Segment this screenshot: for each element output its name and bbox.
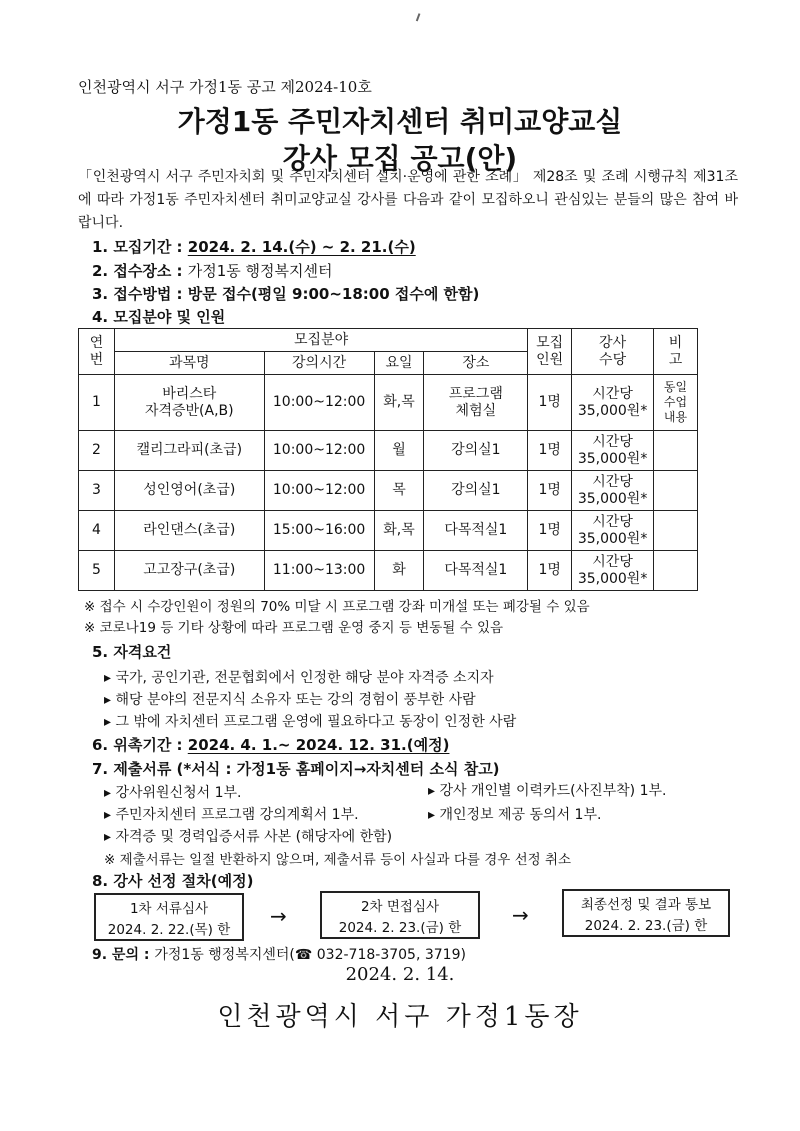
section-qualifications-heading: 5. 자격요건 bbox=[92, 643, 172, 661]
cell-day: 목 bbox=[374, 471, 424, 511]
header-day: 요일 bbox=[374, 352, 424, 375]
recruit-table bbox=[78, 328, 698, 591]
cell-subject: 라인댄스(초급) bbox=[114, 511, 264, 551]
page-subtitle: 강사 모집 공고(안) bbox=[282, 142, 518, 175]
cell-day: 화 bbox=[374, 551, 424, 591]
intro-paragraph: 「인천광역시 서구 주민자치회 및 주민자치센터 설치·운영에 관한 조례」 제28조 및 조례 시행규칙 제31조에 따라 가정1동 주민자치센터 취미교양교실 강사를 다음과 같이 모집하오니 관심있는 분들의 많은 참여 바랍니다. bbox=[78, 169, 738, 231]
cell-note bbox=[654, 511, 698, 551]
cell-subject: 성인영어(초급) bbox=[114, 471, 264, 511]
section-term-label: 6. 위촉기간 : bbox=[92, 736, 188, 754]
section-procedure-heading: 8. 강사 선정 절차(예정) bbox=[92, 872, 254, 890]
section-place bbox=[92, 260, 333, 281]
header-fee: 강사 수당 bbox=[572, 329, 654, 375]
cell-note bbox=[654, 471, 698, 511]
qualification-item: ▸ 국가, 공인기관, 전문협회에서 인정한 해당 분야 자격증 소지자 bbox=[104, 670, 494, 686]
cell-subject: 캘리그라피(초급) bbox=[114, 431, 264, 471]
procedure-step-title: 2차 면접심사 bbox=[360, 899, 440, 915]
cell-day: 화,목 bbox=[374, 375, 424, 431]
cell-count: 1명 bbox=[528, 511, 572, 551]
cell-no: 2 bbox=[79, 431, 115, 471]
section-contact bbox=[92, 944, 466, 964]
cell-count: 1명 bbox=[528, 471, 572, 511]
documents-note: ※ 제출서류는 일절 반환하지 않으며, 제출서류 등이 사실과 다를 경우 선정 취소 bbox=[104, 852, 572, 868]
header-time: 강의시간 bbox=[264, 352, 374, 375]
cell-place: 강의실1 bbox=[424, 471, 528, 511]
header-subject: 과목명 bbox=[114, 352, 264, 375]
cell-time: 10:00~12:00 bbox=[264, 375, 374, 431]
section-period-label: 1. 모집기간 : bbox=[92, 238, 188, 256]
header-note: 비 고 bbox=[654, 329, 698, 375]
scan-mark bbox=[416, 13, 424, 23]
cell-place: 다목적실1 bbox=[424, 511, 528, 551]
cell-no: 5 bbox=[79, 551, 115, 591]
cell-note: 동일 수업 내용 bbox=[654, 375, 698, 431]
procedure-step-3 bbox=[562, 889, 730, 937]
cell-no: 1 bbox=[79, 375, 115, 431]
qualification-item: ▸ 해당 분야의 전문지식 소유자 또는 강의 경험이 풍부한 사람 bbox=[104, 692, 476, 708]
table-row bbox=[79, 431, 698, 471]
table-row bbox=[79, 511, 698, 551]
procedure-step-date: 2024. 2. 23.(금) 한 bbox=[338, 920, 462, 936]
signer-name: 인천광역시 서구 가정1동장 bbox=[217, 1002, 583, 1032]
document-item: ▸ 강사 개인별 이력카드(사진부착) 1부. bbox=[428, 783, 667, 799]
procedure-step-title: 1차 서류심사 bbox=[129, 901, 209, 917]
section-place-value: 가정1동 행정복지센터 bbox=[187, 262, 333, 280]
table-row bbox=[79, 375, 698, 431]
announcement-date: 2024. 2. 14. bbox=[345, 964, 455, 985]
cell-time: 11:00~13:00 bbox=[264, 551, 374, 591]
section-method-value: 방문 접수(평일 9:00~18:00 접수에 한함) bbox=[187, 285, 480, 303]
table-note-1: ※ 접수 시 수강인원이 정원의 70% 미달 시 프로그램 강좌 미개설 또는 폐강될 수 있음 bbox=[84, 599, 590, 615]
page-title: 가정1동 주민자치센터 취미교양교실 bbox=[177, 105, 623, 138]
cell-count: 1명 bbox=[528, 551, 572, 591]
section-fields-heading: 4. 모집분야 및 인원 bbox=[92, 308, 226, 326]
section-contact-label: 9. 문의 : bbox=[92, 947, 155, 963]
cell-no: 4 bbox=[79, 511, 115, 551]
document-item: ▸ 개인정보 제공 동의서 1부. bbox=[428, 807, 602, 823]
header-place: 장소 bbox=[424, 352, 528, 375]
section-contact-value: 가정1동 행정복지센터(☎ 032-718-3705, 3719) bbox=[154, 947, 466, 963]
cell-fee: 시간당 35,000원* bbox=[572, 375, 654, 431]
table-row bbox=[79, 471, 698, 511]
cell-subject: 고고장구(초급) bbox=[114, 551, 264, 591]
header-count: 모집 인원 bbox=[528, 329, 572, 375]
section-term bbox=[92, 734, 449, 755]
procedure-step-2 bbox=[320, 891, 480, 939]
arrow-icon: → bbox=[270, 904, 287, 928]
cell-time: 10:00~12:00 bbox=[264, 431, 374, 471]
cell-count: 1명 bbox=[528, 375, 572, 431]
header-no: 연 번 bbox=[79, 329, 115, 375]
section-period-value: 2024. 2. 14.(수) ~ 2. 21.(수) bbox=[187, 238, 416, 256]
qualification-item: ▸ 그 밖에 자치센터 프로그램 운영에 필요하다고 동장이 인정한 사람 bbox=[104, 714, 517, 730]
procedure-step-date: 2024. 2. 22.(목) 한 bbox=[107, 922, 231, 938]
section-term-value: 2024. 4. 1.~ 2024. 12. 31.(예정) bbox=[187, 736, 450, 754]
table-note-2: ※ 코로나19 등 기타 상황에 따라 프로그램 운영 중지 등 변동될 수 있음 bbox=[84, 620, 504, 636]
cell-fee: 시간당 35,000원* bbox=[572, 431, 654, 471]
section-place-label: 2. 접수장소 : bbox=[92, 262, 188, 280]
section-method bbox=[92, 283, 479, 304]
cell-time: 10:00~12:00 bbox=[264, 471, 374, 511]
document-item: ▸ 주민자치센터 프로그램 강의계획서 1부. bbox=[104, 807, 359, 823]
header-field: 모집분야 bbox=[114, 329, 527, 352]
cell-place: 강의실1 bbox=[424, 431, 528, 471]
cell-count: 1명 bbox=[528, 431, 572, 471]
section-documents-heading: 7. 제출서류 (*서식 : 가정1동 홈페이지→자치센터 소식 참고) bbox=[92, 760, 500, 778]
cell-note bbox=[654, 431, 698, 471]
procedure-step-date: 2024. 2. 23.(금) 한 bbox=[584, 918, 708, 934]
cell-place: 프로그램 체험실 bbox=[424, 375, 528, 431]
document-item: ▸ 자격증 및 경력입증서류 사본 (해당자에 한함) bbox=[104, 829, 393, 845]
cell-fee: 시간당 35,000원* bbox=[572, 511, 654, 551]
cell-place: 다목적실1 bbox=[424, 551, 528, 591]
cell-time: 15:00~16:00 bbox=[264, 511, 374, 551]
cell-fee: 시간당 35,000원* bbox=[572, 471, 654, 511]
cell-fee: 시간당 35,000원* bbox=[572, 551, 654, 591]
document-item: ▸ 강사위원신청서 1부. bbox=[104, 785, 242, 801]
cell-subject: 바리스타 자격증반(A,B) bbox=[114, 375, 264, 431]
procedure-step-1 bbox=[94, 893, 244, 941]
cell-no: 3 bbox=[79, 471, 115, 511]
cell-day: 월 bbox=[374, 431, 424, 471]
cell-note bbox=[654, 551, 698, 591]
cell-day: 화,목 bbox=[374, 511, 424, 551]
section-period bbox=[92, 236, 416, 257]
table-row bbox=[79, 551, 698, 591]
procedure-step-title: 최종선정 및 결과 통보 bbox=[580, 897, 712, 913]
notice-number: 인천광역시 서구 가정1동 공고 제2024-10호 bbox=[78, 78, 372, 96]
arrow-icon: → bbox=[512, 903, 529, 927]
section-method-label: 3. 접수방법 : bbox=[92, 285, 188, 303]
